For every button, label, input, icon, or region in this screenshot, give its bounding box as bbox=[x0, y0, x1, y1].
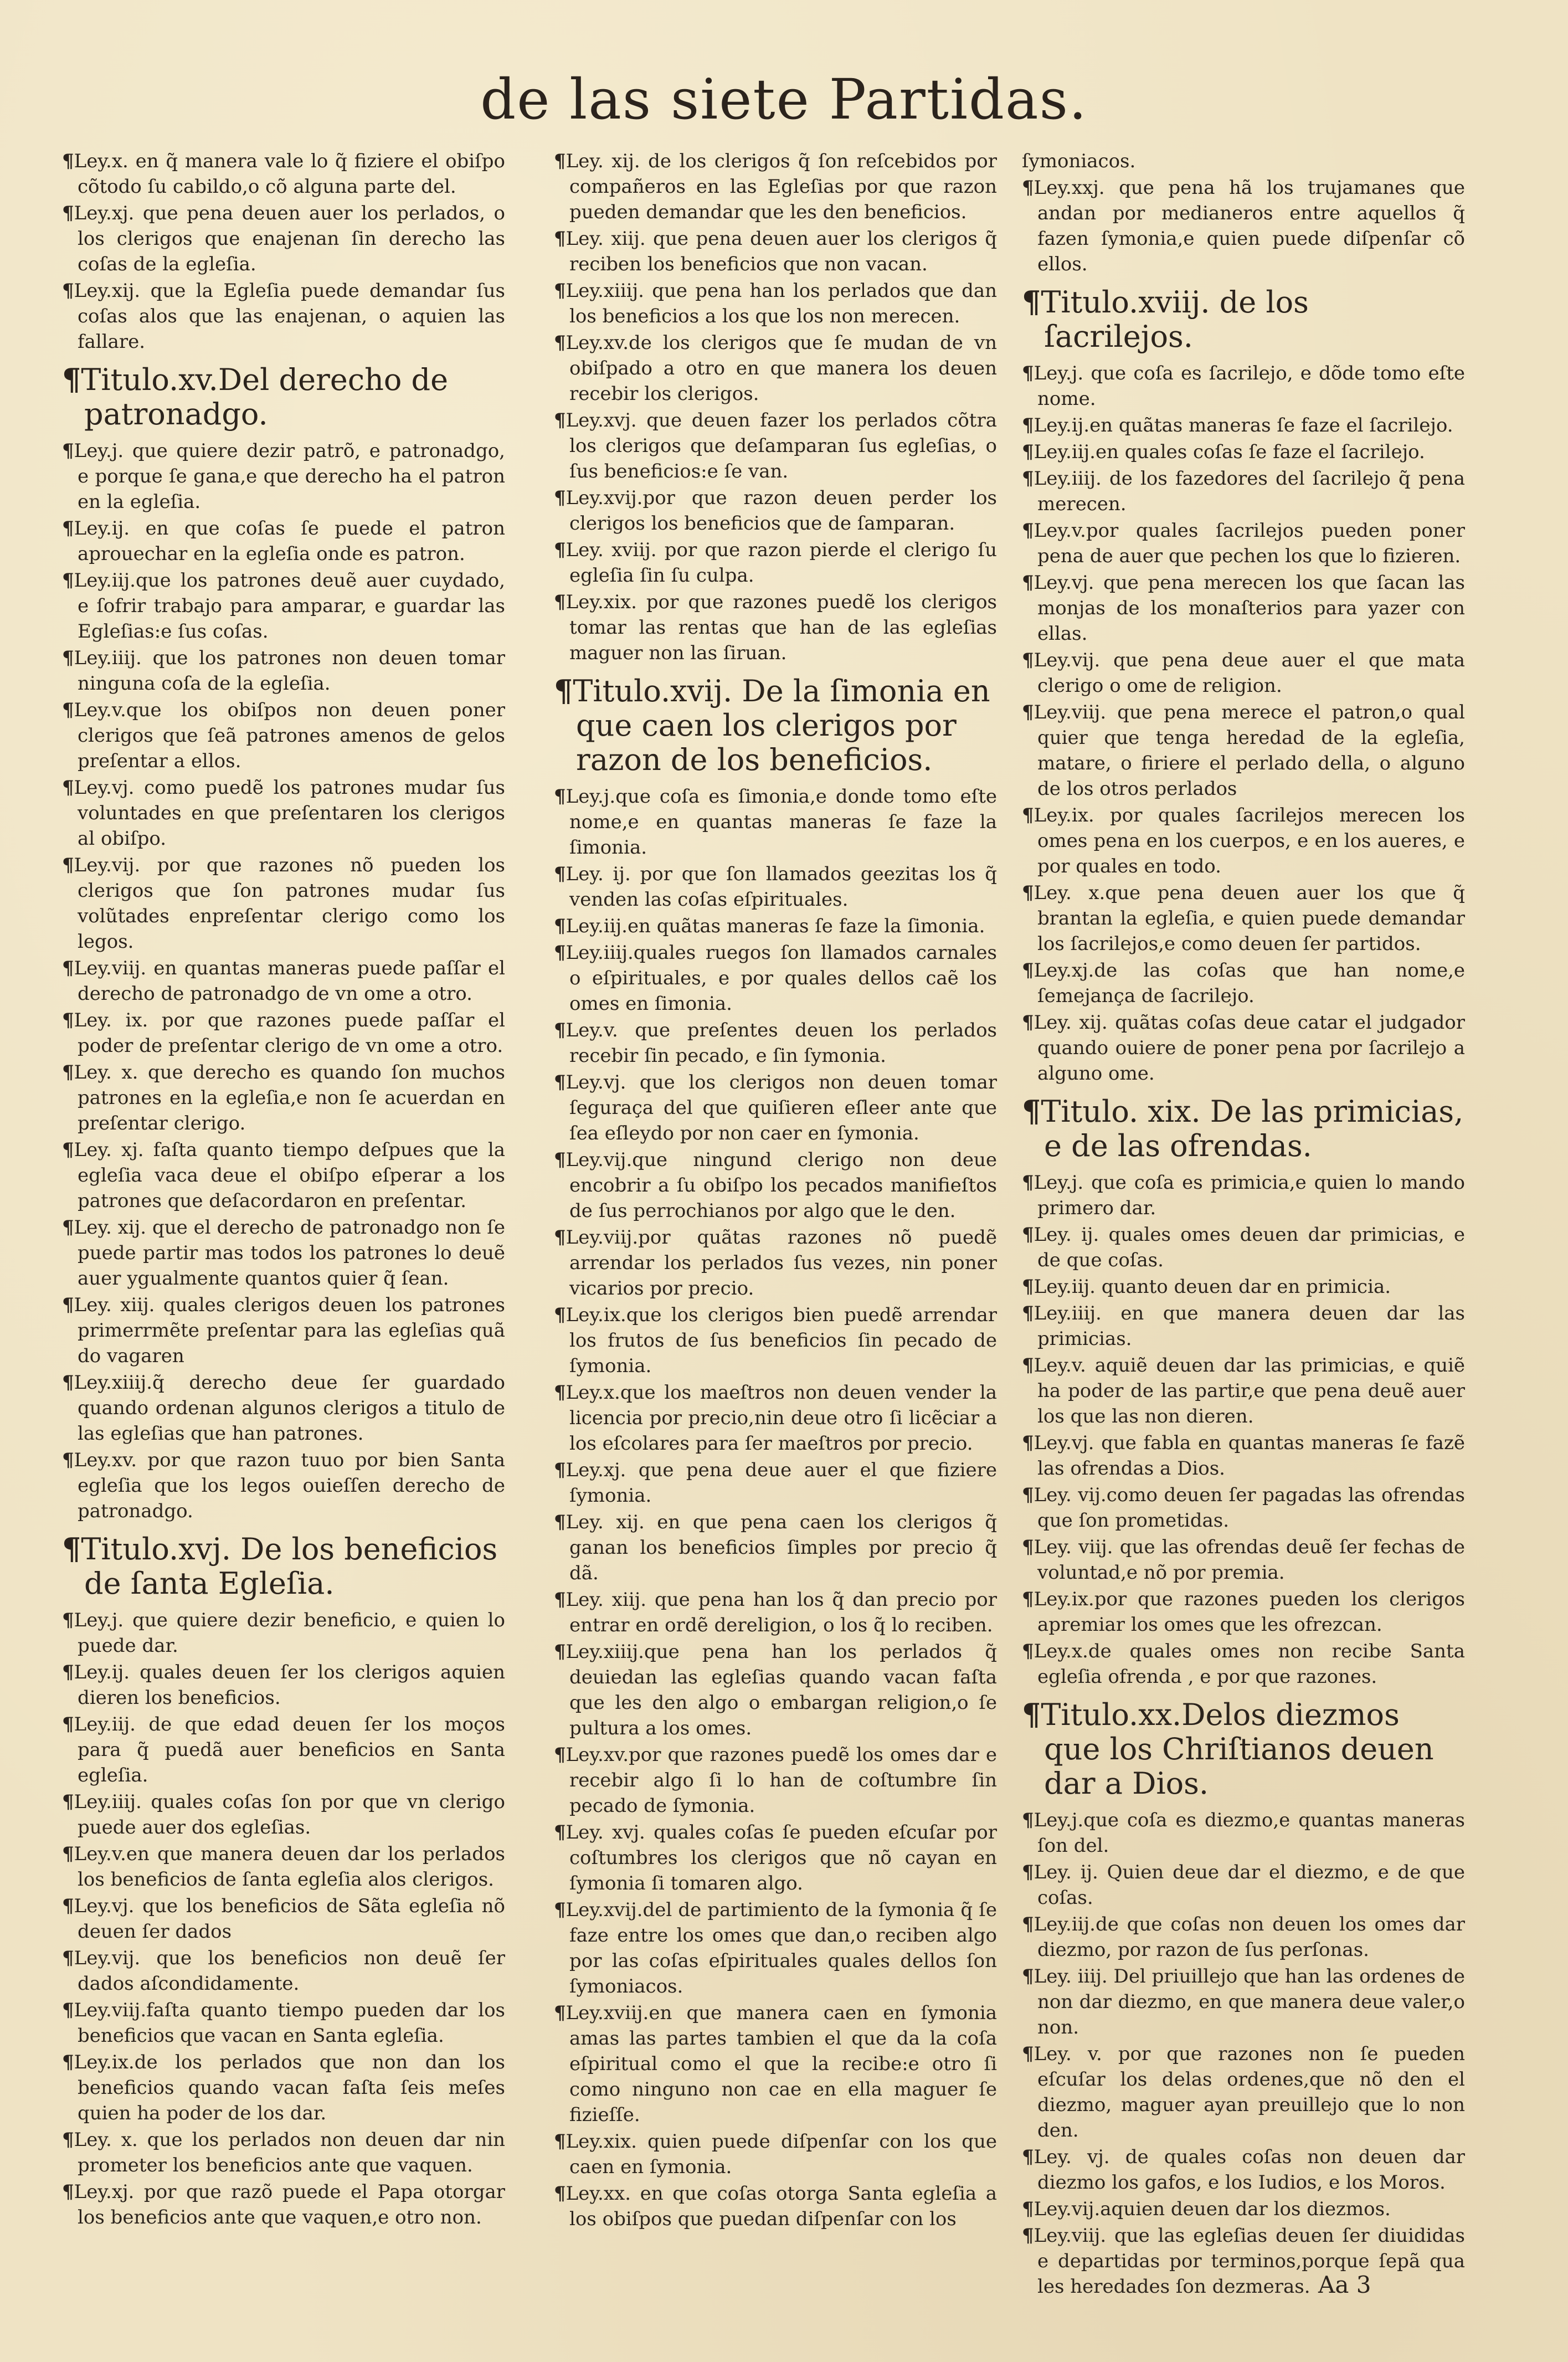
ley-entry bbox=[554, 913, 997, 939]
entry-text: Ley.ix.de los perlados que non dan los beneficios quando vacan faſta ſeis meſes quien ha poder de los dar. bbox=[74, 2051, 505, 2124]
pilcrow-icon: ¶ bbox=[62, 440, 74, 462]
pilcrow-icon: ¶ bbox=[554, 1304, 566, 1326]
entry-text: Ley. xij. en que pena caen los clerigos q̃ ganan los beneficios ſimples por precio q̃ dã. bbox=[565, 1511, 997, 1584]
pilcrow-icon: ¶ bbox=[554, 1149, 566, 1171]
ley-entry bbox=[1022, 2196, 1465, 2222]
entry-text: Ley. vij.como deuen ſer pagadas las ofrendas que ſon prometidas. bbox=[1034, 1484, 1465, 1532]
title-heading bbox=[1022, 1697, 1465, 1801]
entry-text: Ley.j. que coſa es primicia,e quien lo mando primero dar. bbox=[1034, 1172, 1465, 1219]
entry-text: Ley.v. que preſentes deuen los perlados recebir ſin pecado, e ſin ſymonia. bbox=[565, 1019, 997, 1067]
ley-entry bbox=[1022, 880, 1465, 957]
pilcrow-icon: ¶ bbox=[1022, 1302, 1034, 1324]
pilcrow-icon: ¶ bbox=[62, 1999, 74, 2021]
pilcrow-icon: ¶ bbox=[1022, 1432, 1034, 1454]
entry-text: Ley.ij.en quãtas maneras ſe faze el ſacrilejo. bbox=[1034, 414, 1453, 437]
title-heading bbox=[62, 362, 505, 432]
pilcrow-icon: ¶ bbox=[554, 2002, 566, 2024]
entry-text: Ley.vij. que pena deue auer el que mata clerigo o ome de religion. bbox=[1034, 649, 1465, 697]
entry-text: Ley. ix. por que razones puede paſſar el poder de preſentar clerigo de vn ome a otro. bbox=[74, 1009, 505, 1057]
ley-entry bbox=[62, 1447, 505, 1524]
entry-text: Ley.j.que coſa es ſimonia,e donde tomo eſte nome,e en quantas maneras ſe faze la ſimonia. bbox=[565, 785, 997, 859]
pilcrow-icon: ¶ bbox=[62, 1661, 74, 1683]
pilcrow-icon: ¶ bbox=[554, 1459, 566, 1481]
ley-entry bbox=[62, 148, 505, 199]
pilcrow-icon: ¶ bbox=[554, 280, 566, 302]
ley-entry bbox=[62, 1008, 505, 1059]
pilcrow-icon: ¶ bbox=[1022, 1172, 1034, 1194]
ley-entry bbox=[1022, 1301, 1465, 1352]
ley-entry bbox=[554, 1147, 997, 1224]
ley-entry bbox=[62, 568, 505, 644]
entry-text: Ley. xiij. que pena han los q̃ dan precio por entrar en ordẽ dereligion, o los q̃ lo reciben. bbox=[565, 1589, 997, 1636]
ley-entry bbox=[554, 589, 997, 666]
ley-entry bbox=[554, 148, 997, 225]
ley-entry bbox=[62, 2127, 505, 2178]
pilcrow-icon: ¶ bbox=[554, 1071, 566, 1093]
column-left bbox=[62, 148, 505, 2231]
ley-entry bbox=[1022, 1808, 1465, 1858]
entry-text: Ley. iiij. Del priuillejo que han las ordenes de non dar diezmo, en que manera deue valer,o non. bbox=[1034, 1965, 1465, 2038]
entry-text: Ley.iij. de que edad deuen ſer los moços para q̃ puedã auer beneficios en Santa egleſia. bbox=[74, 1713, 505, 1786]
entry-text: Titulo.xvij. De la ſimonia en que caen los clerigos por razon de los beneficios. bbox=[573, 674, 990, 777]
ley-entry bbox=[62, 1060, 505, 1136]
pilcrow-icon: ¶ bbox=[62, 1372, 74, 1394]
entry-text: Ley.vj. como puedẽ los patrones mudar ſus voluntades en que preſentaren los clerigos al obiſpo. bbox=[74, 777, 505, 850]
ley-entry bbox=[554, 226, 997, 277]
pilcrow-icon: ¶ bbox=[1022, 1697, 1041, 1732]
ley-entry bbox=[1022, 1170, 1465, 1221]
entry-text: Titulo.xvj. De los beneficios de ſanta Egleſia. bbox=[81, 1532, 498, 1601]
entry-text: Ley.xij. que la Egleſia puede demandar ſus coſas alos que las enajenan, o aquien las fallare. bbox=[74, 280, 505, 353]
ley-entry bbox=[62, 1137, 505, 1214]
ley-entry bbox=[62, 1841, 505, 1892]
entry-text: Ley.v. aquiẽ deuen dar las primicias, e quiẽ ha poder de las partir,e que pena deuẽ auer los que las non dieren. bbox=[1034, 1354, 1465, 1428]
pilcrow-icon: ¶ bbox=[554, 915, 566, 937]
entry-text: Ley.xv. por que razon tuuo por bien Santa egleſia que los legos ouieſſen derecho de patronadgo. bbox=[74, 1449, 505, 1522]
pilcrow-icon: ¶ bbox=[1022, 2146, 1034, 2168]
ley-entry bbox=[1022, 1482, 1465, 1533]
ley-entry bbox=[1022, 1430, 1465, 1481]
entry-text: Ley.j. que coſa es ſacrilejo, e dõde tomo eſte nome. bbox=[1034, 362, 1465, 410]
pilcrow-icon: ¶ bbox=[554, 942, 566, 964]
pilcrow-icon: ¶ bbox=[62, 957, 74, 979]
ley-entry bbox=[1022, 2041, 1465, 2143]
pilcrow-icon: ¶ bbox=[1022, 1965, 1034, 1988]
pilcrow-icon: ¶ bbox=[554, 150, 566, 172]
signature-mark: Aa 3 bbox=[1318, 2271, 1371, 2298]
ley-entry bbox=[62, 2179, 505, 2230]
pilcrow-icon: ¶ bbox=[62, 1947, 74, 1969]
pilcrow-icon: ¶ bbox=[1022, 572, 1034, 594]
pilcrow-icon: ¶ bbox=[554, 863, 566, 885]
ley-entry bbox=[1022, 1964, 1465, 2040]
ley-entry bbox=[1022, 518, 1465, 569]
ley-entry bbox=[62, 1215, 505, 1291]
ley-entry bbox=[554, 1380, 997, 1456]
ley-entry bbox=[1022, 958, 1465, 1009]
ley-entry bbox=[554, 1302, 997, 1379]
pilcrow-icon: ¶ bbox=[554, 1641, 566, 1663]
entry-text: Ley. ij. por que ſon llamados geezitas los q̃ venden las coſas eſpirituales. bbox=[565, 863, 997, 911]
ley-entry bbox=[1022, 1010, 1465, 1086]
pilcrow-icon: ¶ bbox=[62, 1713, 74, 1735]
entry-text: Ley. xviij. por que razon pierde el clerigo ſu egleſia ſin ſu culpa. bbox=[565, 539, 997, 587]
pilcrow-icon: ¶ bbox=[62, 2181, 74, 2203]
pilcrow-icon: ¶ bbox=[62, 1294, 74, 1316]
entry-text: Ley.iiij.quales ruegos ſon llamados carnales o eſpirituales, e por quales dellos caẽ los omes en ſimonia. bbox=[565, 942, 997, 1015]
pilcrow-icon: ¶ bbox=[1022, 1536, 1034, 1558]
pilcrow-icon: ¶ bbox=[62, 1061, 74, 1084]
pilcrow-icon: ¶ bbox=[62, 202, 74, 224]
entry-text: Ley.j. que quiere dezir patrõ, e patronadgo, e porque ſe gana,e que derecho ha el patron en la egleſia. bbox=[74, 440, 505, 513]
entry-text: Ley.ix. por quales ſacrilejos merecen los omes pena en los cuerpos, e en los aueres, e por quales en todo. bbox=[1034, 804, 1465, 877]
pilcrow-icon: ¶ bbox=[1022, 1224, 1034, 1246]
entry-text: Ley. x.que pena deuen auer los que q̃ brantan la egleſia, e quien puede demandar los ſacrilejos,e como deuen ſer partidos. bbox=[1034, 882, 1465, 955]
entry-text: Ley.vij.que ningund clerigo non deue encobrir a ſu obiſpo los pecados manifieſtos de ſus perrochianos por algo que le den. bbox=[565, 1149, 997, 1222]
pilcrow-icon: ¶ bbox=[62, 1216, 74, 1239]
pilcrow-icon: ¶ bbox=[554, 487, 566, 509]
pilcrow-icon: ¶ bbox=[554, 673, 573, 708]
entry-text: Ley.iij.en quãtas maneras ſe faze la ſimonia. bbox=[565, 915, 985, 937]
entry-text: Ley.j.que coſa es diezmo,e quantas maneras ſon del. bbox=[1034, 1809, 1465, 1857]
entry-text: Ley.xvij.por que razon deuen perder los clerigos los beneficios que de ſamparan. bbox=[565, 487, 997, 535]
ley-entry bbox=[554, 2181, 997, 2232]
ley-entry bbox=[62, 438, 505, 515]
entry-text: ſymoniacos. bbox=[1022, 150, 1136, 172]
entry-text: Ley.ix.por que razones pueden los clerigos apremiar los omes que les ofrezcan. bbox=[1034, 1588, 1465, 1636]
ley-entry bbox=[554, 1587, 997, 1638]
ley-entry bbox=[1022, 570, 1465, 646]
entry-text: Ley. xvj. quales coſas ſe pueden eſcuſar por coſtumbres los clerigos que nõ cayan en ſymonia ſi tomaren algo. bbox=[565, 1821, 997, 1894]
ley-entry bbox=[554, 784, 997, 860]
ley-entry bbox=[62, 1608, 505, 1658]
entry-text: Ley. xij. quãtas coſas deue catar el judgador quando ouiere de poner pena por ſacrilejo a alguno ome. bbox=[1034, 1011, 1465, 1085]
pilcrow-icon: ¶ bbox=[1022, 414, 1034, 437]
entry-text: Ley.v.por quales ſacrilejos pueden poner pena de auer que pechen los que lo fizieren. bbox=[1034, 520, 1465, 567]
ley-entry bbox=[554, 537, 997, 588]
column-right bbox=[1022, 148, 1465, 2301]
ley-entry bbox=[62, 2050, 505, 2126]
ley-entry bbox=[554, 1742, 997, 1819]
entry-text: Ley.vj. que los clerigos non deuen tomar ſeguraça del que quiſieren eſleer ante que ſea eſleydo por non caer en ſymonia. bbox=[565, 1071, 997, 1144]
entry-text: Ley.xx. en que coſas otorga Santa egleſia a los obiſpos que puedan diſpenſar con los bbox=[565, 2183, 997, 2230]
pilcrow-icon: ¶ bbox=[1022, 520, 1034, 542]
ley-entry bbox=[1022, 1860, 1465, 1911]
entry-text: Ley. xiij. que pena deuen auer los clerigos q̃ reciben los beneficios que non vacan. bbox=[565, 228, 997, 275]
pilcrow-icon: ¶ bbox=[1022, 468, 1034, 490]
pilcrow-icon: ¶ bbox=[1022, 1640, 1034, 1662]
ley-entry bbox=[554, 278, 997, 329]
entry-text: Ley.xvij.del de partimiento de la ſymonia q̃ ſe faze entre los omes que dan,o reciben algo por las coſas eſpirituales quales dellos ſon ſymoniacos. bbox=[565, 1899, 997, 1998]
pilcrow-icon: ¶ bbox=[1022, 441, 1034, 463]
pilcrow-icon: ¶ bbox=[554, 1226, 566, 1249]
pilcrow-icon: ¶ bbox=[62, 362, 81, 397]
entry-text: Ley.xiiij. que pena han los perlados que dan los beneficios a los que los non merecen. bbox=[565, 280, 997, 327]
ley-entry bbox=[1022, 175, 1465, 277]
ley-entry bbox=[554, 1897, 997, 1999]
title-heading bbox=[1022, 285, 1465, 354]
pilcrow-icon: ¶ bbox=[1022, 1011, 1034, 1034]
ley-entry bbox=[1022, 2144, 1465, 2195]
entry-text: Ley.iiij. que los patrones non deuen tomar ninguna coſa de la egleſia. bbox=[74, 647, 505, 695]
entry-text: Ley.x.de quales omes non recibe Santa egleſia ofrenda , e por que razones. bbox=[1034, 1640, 1465, 1688]
pilcrow-icon: ¶ bbox=[1022, 1809, 1034, 1831]
pilcrow-icon: ¶ bbox=[1022, 959, 1034, 982]
pilcrow-icon: ¶ bbox=[62, 517, 74, 540]
ley-entry bbox=[1022, 361, 1465, 412]
ley-entry bbox=[554, 330, 997, 407]
pilcrow-icon: ¶ bbox=[62, 280, 74, 302]
entry-text: Ley. xj. faſta quanto tiempo deſpues que la egleſia vaca deue el obiſpo eſperar a los patrones que deſacordaron en preſentar. bbox=[74, 1139, 505, 1212]
entry-text: Ley.xxj. que pena hã los trujamanes que andan por medianeros entre aquellos q̃ fazen ſymonia,e quien puede diſpenſar cõ ellos. bbox=[1034, 177, 1465, 275]
entry-text: Ley.iiij. quales coſas ſon por que vn clerigo puede auer dos egleſias. bbox=[74, 1791, 505, 1839]
entry-text: Ley.xv.de los clerigos que ſe mudan de vn obiſpado a otro en que manera los deuen recebir los clerigos. bbox=[565, 332, 997, 405]
entry-text: Ley.xix. por que razones puedẽ los clerigos tomar las rentas que han de las egleſias maguer non las ſiruan. bbox=[565, 591, 997, 664]
ley-entry bbox=[1022, 803, 1465, 879]
pilcrow-icon: ¶ bbox=[62, 1531, 81, 1567]
entry-text: Ley.iij.de que coſas non deuen los omes dar diezmo, por razon de ſus perſonas. bbox=[1034, 1913, 1465, 1961]
pilcrow-icon: ¶ bbox=[62, 150, 74, 172]
ley-entry bbox=[554, 940, 997, 1016]
pilcrow-icon: ¶ bbox=[554, 1821, 566, 1844]
ley-entry bbox=[62, 956, 505, 1007]
ley-entry bbox=[1022, 1912, 1465, 1963]
entry-text: Ley.xix. quien puede diſpenſar con los que caen en ſymonia. bbox=[565, 2130, 997, 2178]
entry-text: Ley.iij. quanto deuen dar en primicia. bbox=[1034, 1276, 1391, 1298]
ley-entry bbox=[1022, 1586, 1465, 1637]
entry-text: Ley.viij.por quãtas razones nõ puedẽ arrendar los perlados ſus vezes, nin poner vicarios por precio. bbox=[565, 1226, 997, 1300]
entry-text: Ley.xviij.en que manera caen en ſymonia amas las partes tambien el que da la coſa eſpiritual como el que la recibe:e otro ſi como ninguno non cae en ella maguer ſe fizieſſe. bbox=[565, 2002, 997, 2126]
pilcrow-icon: ¶ bbox=[1022, 1913, 1034, 1935]
pilcrow-icon: ¶ bbox=[1022, 804, 1034, 826]
ley-entry bbox=[554, 1509, 997, 1586]
pilcrow-icon: ¶ bbox=[62, 2129, 74, 2151]
entry-text: Ley. xij. que el derecho de patronadgo non ſe puede partir mas todos los patrones lo deuẽ auer ygualmente quantos quier q̃ ſean. bbox=[74, 1216, 505, 1290]
entry-text: Ley.xv.por que razones puedẽ los omes dar e recebir algo ſi lo han de coſtumbre ſin pecado de ſymonia. bbox=[565, 1744, 997, 1817]
entry-text: Ley. vj. de quales coſas non deuen dar diezmo los gafos, e los Iudios, e los Moros. bbox=[1034, 2146, 1465, 2194]
pilcrow-icon: ¶ bbox=[1022, 1861, 1034, 1883]
pilcrow-icon: ¶ bbox=[554, 1899, 566, 1921]
pilcrow-icon: ¶ bbox=[62, 2051, 74, 2073]
pilcrow-icon: ¶ bbox=[554, 1511, 566, 1533]
ley-entry bbox=[1022, 648, 1465, 699]
pilcrow-icon: ¶ bbox=[554, 1744, 566, 1766]
ley-entry bbox=[1022, 1534, 1465, 1585]
title-heading bbox=[554, 674, 997, 777]
pilcrow-icon: ¶ bbox=[1022, 1093, 1041, 1129]
ley-entry bbox=[62, 1893, 505, 1944]
entry-text: Ley.vj. que los beneficios de Sãta egleſia nõ deuen ſer dados bbox=[74, 1895, 505, 1943]
ley-entry bbox=[62, 645, 505, 696]
entry-text: Ley.ix.que los clerigos bien puedẽ arrendar los frutos de ſus beneficios ſin pecado de ſymonia. bbox=[565, 1304, 997, 1377]
ley-entry bbox=[554, 1225, 997, 1301]
pilcrow-icon: ¶ bbox=[1022, 1484, 1034, 1506]
ley-entry bbox=[1022, 700, 1465, 802]
entry-text: Ley.iiij. en que manera deuen dar las primicias. bbox=[1034, 1302, 1465, 1350]
ley-entry bbox=[62, 775, 505, 851]
pilcrow-icon: ¶ bbox=[62, 1449, 74, 1471]
pilcrow-icon: ¶ bbox=[1022, 284, 1041, 320]
ley-entry bbox=[554, 2000, 997, 2128]
entry-text: Ley.xiiij.que pena han los perlados q̃ deuiedan las egleſias quando vacan faſta que les den algo o embargan religion,o ſe pultura a los omes. bbox=[565, 1641, 997, 1739]
entry-text: Ley.ij. quales deuen ſer los clerigos aquien dieren los beneficios. bbox=[74, 1661, 505, 1709]
pilcrow-icon: ¶ bbox=[62, 1009, 74, 1031]
ley-entry bbox=[62, 1712, 505, 1788]
entry-text: Ley. xiij. quales clerigos deuen los patrones primerrmẽte preſentar para las egleſias quã do vagaren bbox=[74, 1294, 505, 1367]
entry-text: Ley.xj. que pena deuen auer los perlados, o los clerigos que enajenan ſin derecho las coſas de la egleſia. bbox=[74, 202, 505, 275]
entry-text: Ley.iij.que los patrones deuẽ auer cuydado, e ſofrir trabajo para amparar, e guardar las Egleſias:e ſus coſas. bbox=[74, 569, 505, 643]
entry-text: Ley.vj. que pena merecen los que ſacan las monjas de los monaſterios para yazer con ellas. bbox=[1034, 572, 1465, 645]
ley-entry bbox=[1022, 413, 1465, 438]
ley-entry bbox=[1022, 1353, 1465, 1429]
entry-text: Ley. ij. Quien deue dar el diezmo, e de que coſas. bbox=[1034, 1861, 1465, 1909]
ley-entry bbox=[554, 2129, 997, 2180]
pilcrow-icon: ¶ bbox=[554, 2130, 566, 2153]
pilcrow-icon: ¶ bbox=[554, 228, 566, 250]
entry-text: Ley.xj. que pena deue auer el que fiziere ſymonia. bbox=[565, 1459, 997, 1507]
ley-entry bbox=[1022, 1274, 1465, 1300]
ley-entry bbox=[1022, 439, 1465, 465]
ley-entry bbox=[1022, 466, 1465, 517]
entry-text: Ley.viij. que pena merece el patron,o qual quier que tenga heredad de la egleſia, matare, o firiere el perlado della, o alguno de los otros perlados bbox=[1034, 701, 1465, 800]
ley-entry bbox=[1022, 1222, 1465, 1273]
entry-text: Ley.xj. por que razõ puede el Papa otorgar los beneficios ante que vaquen,e otro non. bbox=[74, 2181, 505, 2229]
entry-text: Ley. x. que los perlados non deuen dar nin prometer los beneficios ante que vaquen. bbox=[74, 2129, 505, 2176]
ley-entry bbox=[62, 1789, 505, 1840]
entry-text: Ley.x. en q̃ manera vale lo q̃ fiziere el obiſpo cõtodo ſu cabildo,o cõ alguna parte del. bbox=[74, 150, 505, 198]
pilcrow-icon: ¶ bbox=[1022, 2043, 1034, 2065]
pilcrow-icon: ¶ bbox=[62, 699, 74, 721]
pilcrow-icon: ¶ bbox=[1022, 1354, 1034, 1377]
entry-text: Ley.v.en que manera deuen dar los perlados los beneficios de ſanta egleſia alos clerigos. bbox=[74, 1843, 505, 1891]
ley-entry bbox=[554, 861, 997, 912]
entry-text: Titulo.xviij. de los ſacrilejos. bbox=[1041, 285, 1309, 354]
ley-entry bbox=[554, 1820, 997, 1896]
pilcrow-icon: ¶ bbox=[554, 1382, 566, 1404]
ley-entry bbox=[62, 278, 505, 355]
entry-text: Ley.vj. que fabla en quantas maneras ſe fazẽ las ofrendas a Dios. bbox=[1034, 1432, 1465, 1480]
pilcrow-icon: ¶ bbox=[554, 591, 566, 613]
ley-entry bbox=[62, 1292, 505, 1369]
entry-text: Ley.iiij. de los fazedores del ſacrilejo q̃ pena merecen. bbox=[1034, 468, 1465, 515]
title-heading bbox=[62, 1532, 505, 1601]
ley-entry bbox=[554, 408, 997, 484]
pilcrow-icon: ¶ bbox=[62, 777, 74, 799]
pilcrow-icon: ¶ bbox=[1022, 882, 1034, 904]
ley-entry bbox=[62, 1998, 505, 2048]
ley-entry bbox=[554, 1639, 997, 1741]
entry-text: Titulo.xv.Del derecho de patronadgo. bbox=[81, 362, 449, 432]
entry-text: Ley.xiiij.q̃ derecho deue ſer guardado quando ordenan algunos clerigos a titulo de las egleſias que han patrones. bbox=[74, 1372, 505, 1445]
pilcrow-icon: ¶ bbox=[1022, 177, 1034, 199]
entry-text: Ley.viij.faſta quanto tiempo pueden dar los beneficios que vacan en Santa egleſia. bbox=[74, 1999, 505, 2047]
entry-text: Ley.xvj. que deuen fazer los perlados cõtra los clerigos que deſamparan ſus egleſias, o ſus beneficios:e ſe van. bbox=[565, 409, 997, 482]
pilcrow-icon: ¶ bbox=[1022, 701, 1034, 723]
ley-entry bbox=[62, 697, 505, 774]
pilcrow-icon: ¶ bbox=[1022, 2198, 1034, 2220]
pilcrow-icon: ¶ bbox=[554, 1019, 566, 1041]
pilcrow-icon: ¶ bbox=[1022, 362, 1034, 384]
pilcrow-icon: ¶ bbox=[554, 2183, 566, 2205]
column-middle bbox=[554, 148, 997, 2233]
pilcrow-icon: ¶ bbox=[1022, 1588, 1034, 1610]
pilcrow-icon: ¶ bbox=[1022, 649, 1034, 671]
ley-entry bbox=[554, 1457, 997, 1508]
entry-text: Ley.viij. que las egleſias deuen ſer diuididas e departidas por terminos,porque ſepã qua les heredades ſon dezmeras. bbox=[1034, 2225, 1465, 2298]
ley-entry bbox=[62, 1660, 505, 1711]
pilcrow-icon: ¶ bbox=[554, 409, 566, 432]
pilcrow-icon: ¶ bbox=[554, 1589, 566, 1611]
ley-entry bbox=[62, 1370, 505, 1446]
ley-entry bbox=[554, 1018, 997, 1069]
entry-text: Ley. xij. de los clerigos q̃ ſon reſcebidos por compañeros en las Egleſias por que razon pueden demandar que les den beneficios. bbox=[565, 150, 997, 223]
entry-text: Titulo.xx.Delos diezmos que los Chriſtianos deuen dar a Dios. bbox=[1041, 1697, 1434, 1801]
pilcrow-icon: ¶ bbox=[62, 1609, 74, 1631]
pilcrow-icon: ¶ bbox=[62, 569, 74, 592]
entry-text: Ley. viij. que las ofrendas deuẽ ſer fechas de voluntad,e nõ por premia. bbox=[1034, 1536, 1465, 1584]
pilcrow-icon: ¶ bbox=[62, 1895, 74, 1917]
entry-text: Ley.x.que los maeſtros non deuen vender la licencia por precio,nin deue otro ſi licẽciar a los eſcolares para ſer maeſtros por precio. bbox=[565, 1382, 997, 1455]
pilcrow-icon: ¶ bbox=[62, 1791, 74, 1813]
entry-text: Ley. ij. quales omes deuen dar primicias, e de que coſas. bbox=[1034, 1224, 1465, 1271]
title-heading bbox=[1022, 1094, 1465, 1163]
pilcrow-icon: ¶ bbox=[554, 539, 566, 561]
pilcrow-icon: ¶ bbox=[62, 1843, 74, 1865]
ley-entry bbox=[1022, 148, 1465, 174]
entry-text: Ley.iij.en quales coſas ſe faze el ſacrilejo. bbox=[1034, 441, 1425, 463]
pilcrow-icon: ¶ bbox=[1022, 1276, 1034, 1298]
pilcrow-icon: ¶ bbox=[554, 332, 566, 354]
ley-entry bbox=[62, 201, 505, 277]
entry-text: Ley.viij. en quantas maneras puede paſſar el derecho de patronadgo de vn ome a otro. bbox=[74, 957, 505, 1005]
entry-text: Ley. v. por que razones non ſe pueden eſcuſar los delas ordenes,que nõ den el diezmo, maguer ayan preuillejo que lo non den. bbox=[1034, 2043, 1465, 2142]
entry-text: Ley.ij. en que coſas ſe puede el patron aprouechar en la egleſia onde es patron. bbox=[74, 517, 505, 565]
pilcrow-icon: ¶ bbox=[62, 647, 74, 669]
entry-text: Ley.xj.de las coſas que han nome,e ſemejança de ſacrilejo. bbox=[1034, 959, 1465, 1007]
pilcrow-icon: ¶ bbox=[554, 785, 566, 808]
running-header: de las siete Partidas. bbox=[480, 67, 1088, 132]
entry-text: Ley.vij. que los beneficios non deuẽ ſer dados aſcondidamente. bbox=[74, 1947, 505, 1995]
ley-entry bbox=[554, 1070, 997, 1146]
pilcrow-icon: ¶ bbox=[62, 1139, 74, 1161]
ley-entry bbox=[1022, 2223, 1465, 2299]
pilcrow-icon: ¶ bbox=[1022, 2225, 1034, 2247]
entry-text: Ley.v.que los obiſpos non deuen poner clerigos que ſeã patrones amenos de gelos preſentar a ellos. bbox=[74, 699, 505, 772]
ley-entry bbox=[62, 1945, 505, 1996]
ley-entry bbox=[62, 516, 505, 567]
pilcrow-icon: ¶ bbox=[62, 854, 74, 876]
entry-text: Ley.j. que quiere dezir beneficio, e quien lo puede dar. bbox=[74, 1609, 505, 1657]
entry-text: Ley. x. que derecho es quando ſon muchos patrones en la egleſia,e non ſe acuerdan en preſentar clerigo. bbox=[74, 1061, 505, 1134]
entry-text: Ley.vij.aquien deuen dar los diezmos. bbox=[1034, 2198, 1391, 2220]
entry-text: Ley.vij. por que razones nõ pueden los clerigos que ſon patrones mudar ſus volũtades enpreſentar clerigo como los legos. bbox=[74, 854, 505, 953]
entry-text: Titulo. xix. De las primicias, e de las ofrendas. bbox=[1041, 1094, 1464, 1163]
ley-entry bbox=[554, 485, 997, 536]
ley-entry bbox=[62, 853, 505, 954]
ley-entry bbox=[1022, 1639, 1465, 1690]
